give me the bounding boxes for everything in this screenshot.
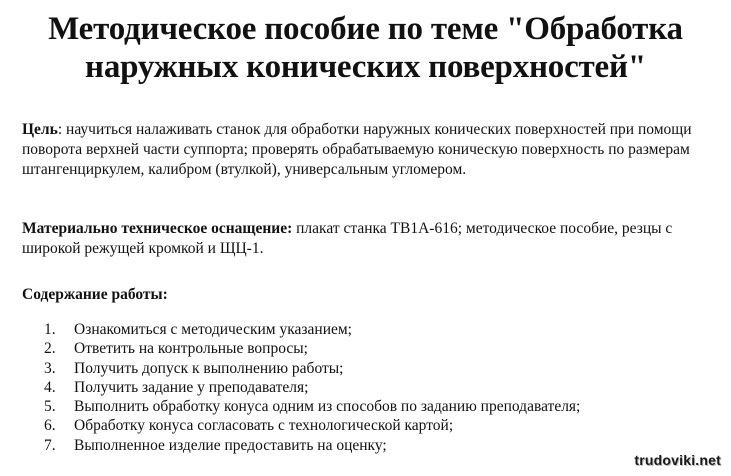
list-item [0, 320, 731, 339]
goal-paragraph [22, 120, 722, 180]
step-text: Выполненное изделие предоставить на оценку; [74, 436, 387, 454]
site-watermark: trudoviki.net [634, 452, 721, 468]
equipment-text: плакат станка ТВ1А-616; методическое пособие, резцы с широкой режущей кромкой и ЩЦ-1. [22, 220, 673, 257]
title-line-1: Методическое пособие по теме "Обработка [48, 11, 683, 47]
step-number: 1. [44, 321, 56, 338]
step-number: 5. [44, 398, 56, 416]
title-line-2: наружных конических поверхностей" [85, 49, 646, 85]
list-item [0, 378, 731, 397]
list-item [0, 416, 731, 435]
goal-text: : научиться налаживать станок для обработки наружных конических поверхностей при помощи поворота верхней части суппорта; проверять обрабатываемую коническую поверхность по размерам штангенциркулем, калибром (втулкой), универсальным угломером. [22, 121, 692, 178]
step-text: Обработку конуса согласовать с технологической картой; [74, 417, 454, 435]
step-number: 2. [44, 340, 56, 358]
list-item [0, 436, 731, 455]
list-item [0, 359, 731, 378]
step-text: Ответить на контрольные вопросы; [74, 340, 308, 358]
list-item [0, 339, 731, 358]
step-text: Получить задание у преподавателя; [74, 378, 309, 396]
step-number: 7. [44, 436, 56, 454]
list-item [0, 397, 731, 416]
step-number: 4. [44, 378, 56, 396]
step-text: Ознакомиться с методическим указанием; [74, 321, 352, 338]
step-text: Выполнить обработку конуса одним из способов по заданию преподавателя; [74, 398, 581, 416]
equipment-paragraph [22, 219, 722, 259]
step-number: 6. [44, 417, 56, 435]
content-heading: Содержание работы: [22, 286, 168, 303]
step-number: 3. [44, 359, 56, 377]
step-text: Получить допуск к выполнению работы; [74, 359, 344, 377]
equipment-label: Материально техническое оснащение: [22, 220, 293, 237]
steps-list [0, 320, 731, 455]
goal-label: Цель [22, 121, 58, 138]
document-title [0, 10, 731, 86]
